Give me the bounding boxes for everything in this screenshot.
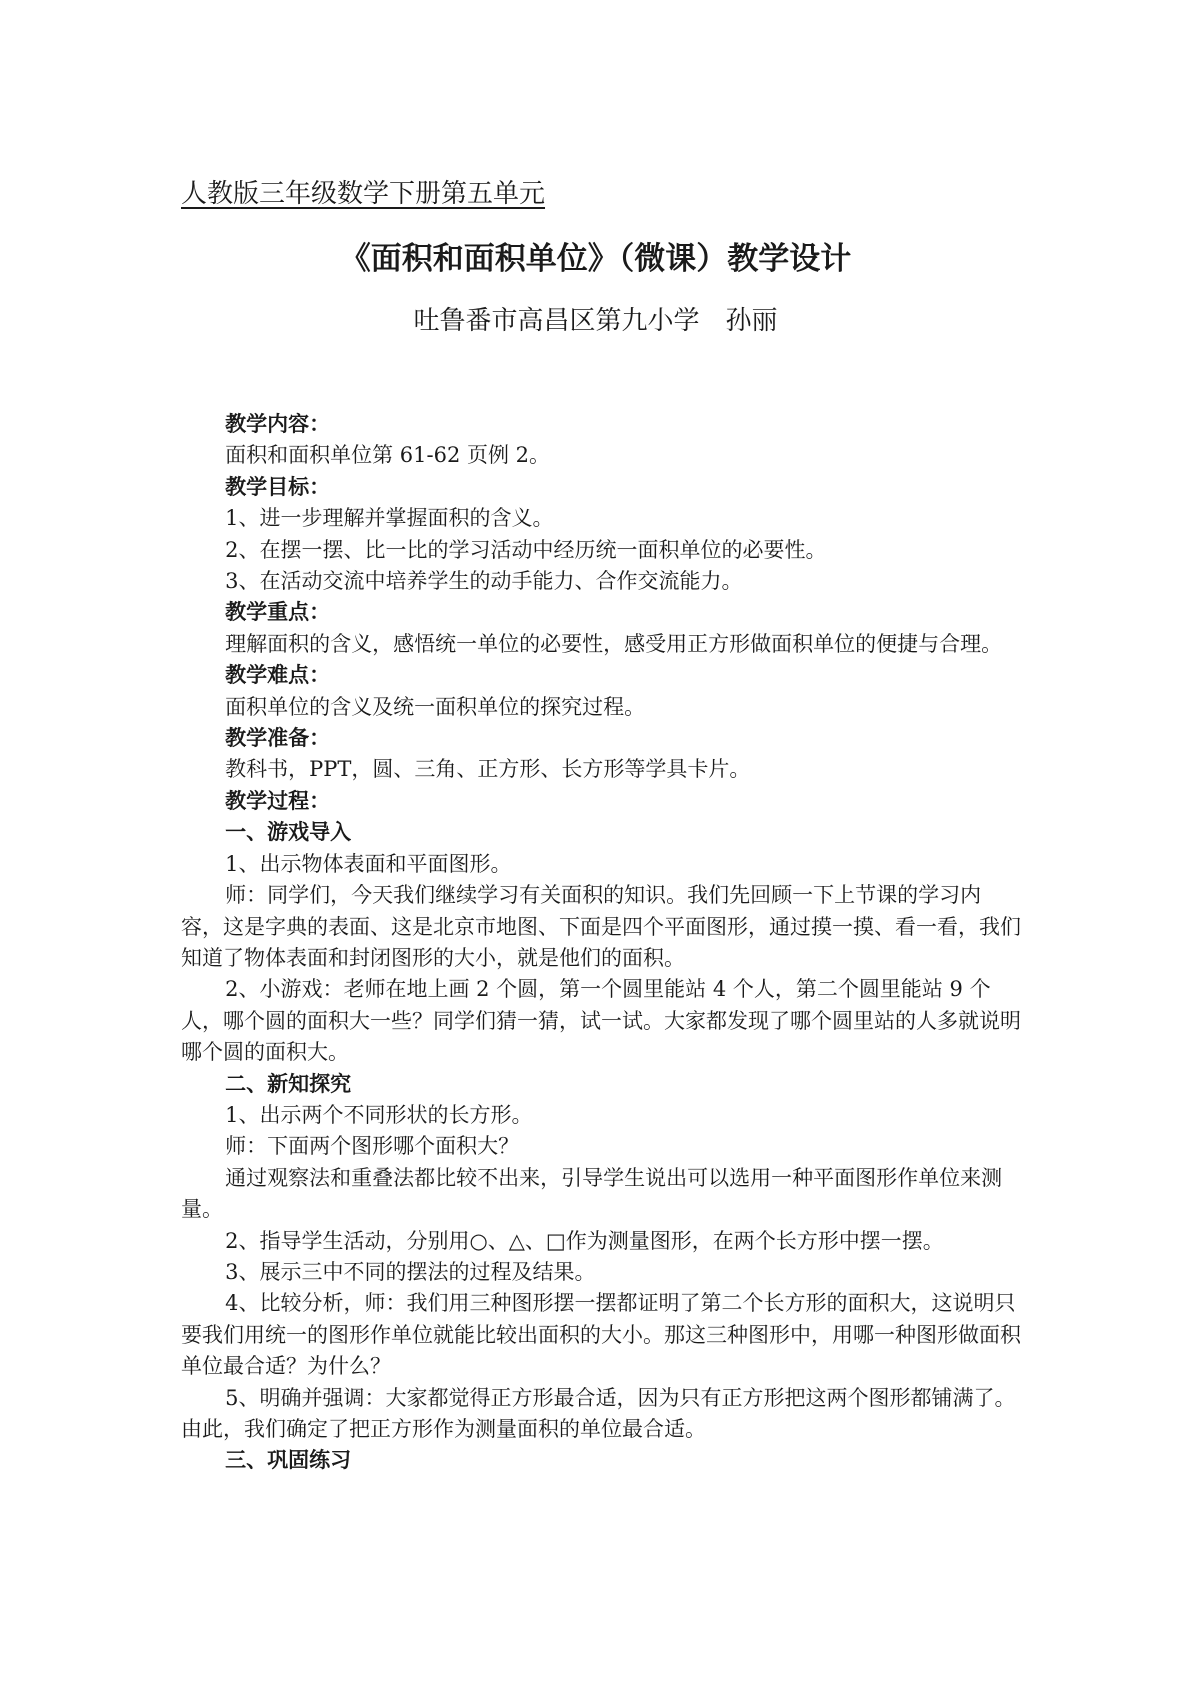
paragraph: 1、出示物体表面和平面图形。: [225, 851, 512, 876]
document-body: [181, 409, 1021, 1477]
unit-subtitle: 人教版三年级数学下册第五单元: [181, 179, 546, 209]
section-title-practice: 三、巩固练习: [225, 1448, 352, 1473]
difficulties-text: 面积单位的含义及统一面积单位的探究过程。: [225, 694, 646, 719]
heading-difficulties: 教学难点：: [225, 663, 331, 688]
heading-preparation: 教学准备：: [225, 726, 331, 751]
section-title-new-knowledge: 二、新知探究: [225, 1071, 352, 1096]
key-points-text: 理解面积的含义，感悟统一单位的必要性，感受用正方形做面积单位的便捷与合理。: [225, 631, 1003, 656]
author-line: 吐鲁番市高昌区第九小学 孙丽: [413, 306, 778, 336]
paragraph: 3、展示三中不同的摆法的过程及结果。: [225, 1259, 596, 1284]
heading-teaching-content: 教学内容：: [225, 412, 331, 436]
paragraph: 5、明确并强调：大家都觉得正方形最合适，因为只有正方形把这两个图形都铺满了。由此，我们确定了把正方形作为测量面积的单位最合适。: [181, 1385, 1016, 1441]
paragraph: 通过观察法和重叠法都比较不出来，引导学生说出可以选用一种平面图形作单位来测量。: [181, 1165, 1003, 1222]
paragraph: 师：下面两个图形哪个面积大？: [225, 1134, 520, 1159]
paragraph: 4、比较分析，师：我们用三种图形摆一摆都证明了第二个长方形的面积大，这说明只要我们用统一的图形作单位就能比较出面积的大小。那这三种图形中，用哪一种图形做面积单位最合适？为什么？: [181, 1291, 1021, 1379]
paragraph: 2、小游戏：老师在地上画 2 个圆，第一个圆里能站 4 个人，第二个圆里能站 9 个人，哪个圆的面积大一些？同学们猜一猜，试一试。大家都发现了哪个圆里站的人多就说明哪个圆的面积大。: [181, 977, 1021, 1065]
document-title: 《面积和面积单位》（微课）教学设计: [339, 241, 852, 277]
goal-item: 1、进一步理解并掌握面积的含义。: [225, 506, 554, 531]
paragraph: 2、指导学生活动，分别用○、△、□作为测量图形，在两个长方形中摆一摆。: [225, 1228, 944, 1253]
heading-teaching-goals: 教学目标：: [225, 474, 331, 499]
section-title-game-intro: 一、游戏导入: [225, 820, 352, 845]
paragraph: 1、出示两个不同形状的长方形。: [225, 1102, 533, 1127]
heading-process: 教学过程：: [225, 788, 331, 813]
goal-item: 3、在活动交流中培养学生的动手能力、合作交流能力。: [225, 569, 743, 594]
paragraph: 师：同学们，今天我们继续学习有关面积的知识。我们先回顾一下上节课的学习内容，这是字典的表面、这是北京市地图、下面是四个平面图形，通过摸一摸、看一看，我们知道了物体表面和封闭图形的大小，就是他们的面积。: [181, 883, 1021, 970]
preparation-text: 教科书，PPT，圆、三角、正方形、长方形等学具卡片。: [225, 757, 751, 782]
heading-key-points: 教学重点：: [225, 600, 331, 625]
teaching-content-text: 面积和面积单位第 61-62 页例 2。: [225, 443, 551, 468]
goal-item: 2、在摆一摆、比一比的学习活动中经历统一面积单位的必要性。: [225, 537, 827, 562]
